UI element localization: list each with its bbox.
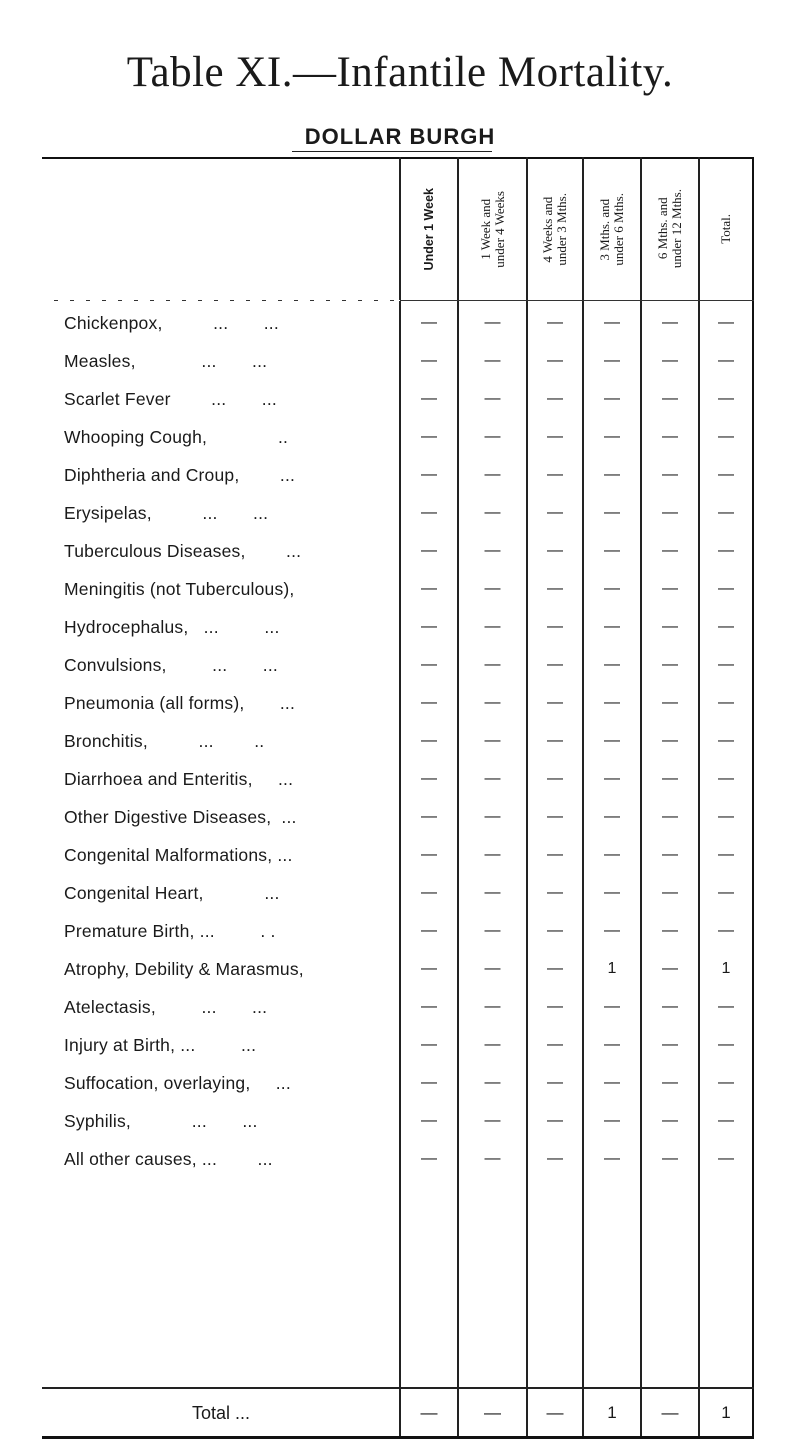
table-cell: —	[547, 352, 563, 369]
column-header-6-to-12-months: 6 Mths. and under 12 Mths.	[655, 189, 684, 269]
table-cell: —	[421, 846, 437, 863]
table-cell: —	[662, 466, 678, 483]
table-row	[42, 418, 754, 456]
table-cell: —	[421, 960, 437, 977]
table-cell: —	[604, 542, 620, 559]
table-row	[42, 304, 754, 342]
table-cell: —	[484, 1036, 501, 1053]
table-cell: —	[421, 656, 437, 673]
table-cell: —	[604, 390, 620, 407]
table-cell: —	[662, 960, 678, 977]
table-cell: —	[421, 314, 437, 331]
table-cell: —	[421, 922, 437, 939]
table-cell: —	[547, 466, 563, 483]
table-cell: —	[421, 390, 437, 407]
table-row	[42, 874, 754, 912]
cause-label: Whooping Cough, ..	[64, 427, 289, 447]
table-row	[42, 342, 754, 380]
cause-label: Suffocation, overlaying, ...	[64, 1073, 291, 1093]
column-header-under-1-week: Under 1 Week	[422, 187, 436, 271]
table-cell: —	[604, 1112, 620, 1129]
table-cell: —	[421, 732, 437, 749]
table-cell: —	[484, 542, 501, 559]
table-cell: —	[547, 656, 563, 673]
table-cell: —	[662, 1036, 678, 1053]
table-cell: —	[421, 1036, 437, 1053]
page-title: Table XI.—Infantile Mortality.	[126, 49, 674, 96]
table-cell: —	[547, 1150, 563, 1167]
table-cell: —	[547, 428, 563, 445]
total-cell: 1	[607, 1403, 617, 1422]
table-cell: —	[718, 1074, 734, 1091]
table-row	[42, 608, 754, 646]
table-row	[42, 722, 754, 760]
total-cell: —	[420, 1403, 438, 1422]
cause-label: Atelectasis, ... ...	[64, 997, 268, 1017]
cause-label: Pneumonia (all forms), ...	[64, 693, 296, 713]
cause-label: Measles, ... ...	[64, 351, 268, 371]
table-cell: —	[718, 998, 734, 1015]
table-cell: —	[604, 846, 620, 863]
cause-label: Other Digestive Diseases, ...	[64, 807, 297, 827]
table-cell: —	[662, 314, 678, 331]
table-cell: —	[421, 428, 437, 445]
table-cell: —	[484, 998, 501, 1015]
table-cell: —	[718, 580, 734, 597]
table-cell: —	[662, 846, 678, 863]
total-cell: —	[484, 1403, 501, 1422]
table-cell: —	[604, 504, 620, 521]
cause-label: Erysipelas, ... ...	[64, 503, 269, 523]
table-cell: —	[718, 656, 734, 673]
table-cell: —	[662, 504, 678, 521]
table-cell: —	[484, 922, 501, 939]
table-cell: —	[604, 1036, 620, 1053]
table-cell: —	[547, 390, 563, 407]
table-row	[42, 988, 754, 1026]
table-row	[42, 1102, 754, 1140]
table-cell: —	[718, 846, 734, 863]
table-cell: —	[662, 922, 678, 939]
table-cell: —	[604, 770, 620, 787]
cause-label: Injury at Birth, ... ...	[64, 1035, 257, 1055]
table-cell: —	[718, 390, 734, 407]
table-cell: —	[718, 1112, 734, 1129]
table-cell: —	[421, 466, 437, 483]
table-cell: —	[662, 732, 678, 749]
table-cell: —	[484, 960, 501, 977]
table-cell: —	[484, 428, 501, 445]
table-cell: —	[662, 694, 678, 711]
table-cell: —	[484, 694, 501, 711]
column-header-total: Total.	[718, 214, 733, 244]
cause-label: Scarlet Fever ... ...	[64, 389, 277, 409]
cause-label: Congenital Malformations, ...	[64, 845, 293, 865]
table-cell: —	[604, 314, 620, 331]
table-cell: —	[604, 352, 620, 369]
table-cell: —	[547, 314, 563, 331]
table-cell: —	[662, 618, 678, 635]
table-cell: —	[421, 352, 437, 369]
table-row	[42, 684, 754, 722]
table-cell: —	[421, 770, 437, 787]
table-cell: —	[718, 808, 734, 825]
table-cell: —	[421, 1074, 437, 1091]
table-cell: —	[547, 922, 563, 939]
table-cell: —	[484, 884, 501, 901]
cause-label: Diphtheria and Croup, ...	[64, 465, 296, 485]
table-cell: —	[718, 884, 734, 901]
table-cell: —	[547, 998, 563, 1015]
table-cell: —	[718, 732, 734, 749]
table-row	[42, 836, 754, 874]
column-header-1-to-4-weeks: 1 Week and under 4 Weeks	[477, 190, 507, 268]
table-cell: —	[604, 694, 620, 711]
table-row	[42, 950, 754, 988]
table-cell: —	[662, 770, 678, 787]
cause-label: Convulsions, ... ...	[64, 655, 278, 675]
table-row	[42, 570, 754, 608]
subtitle-underline	[292, 151, 492, 152]
table-cell: —	[662, 808, 678, 825]
table-cell: —	[718, 542, 734, 559]
table-cell: —	[547, 1074, 563, 1091]
table-cell: —	[421, 618, 437, 635]
table-row	[42, 760, 754, 798]
table-cell: —	[604, 922, 620, 939]
table-cell: —	[547, 884, 563, 901]
cause-label: Congenital Heart, ...	[64, 883, 280, 903]
table-row	[42, 798, 754, 836]
table-cell: —	[547, 694, 563, 711]
table-cell: —	[421, 1112, 437, 1129]
table-cell: —	[718, 314, 734, 331]
table-cell: —	[484, 1112, 501, 1129]
table-row	[42, 532, 754, 570]
table-cell: —	[662, 580, 678, 597]
table-cell: 1	[721, 960, 731, 977]
table-cell: —	[718, 770, 734, 787]
table-cell: —	[484, 618, 501, 635]
table-cell: —	[547, 808, 563, 825]
table-cell: 1	[607, 960, 617, 977]
table-row	[42, 1026, 754, 1064]
table-cell: —	[421, 884, 437, 901]
table-cell: —	[421, 542, 437, 559]
table-cell: —	[484, 466, 501, 483]
column-header-4-weeks-to-3-months: 4 Weeks and under 3 Mths.	[540, 192, 569, 266]
table-cell: —	[718, 922, 734, 939]
table-cell: —	[604, 1074, 620, 1091]
column-header-3-to-6-months: 3 Mths. and under 6 Mths.	[597, 192, 626, 266]
table-row	[42, 456, 754, 494]
table-cell: —	[547, 1036, 563, 1053]
table-row	[42, 1140, 754, 1178]
table-cell: —	[484, 1150, 501, 1167]
table-cell: —	[662, 1150, 678, 1167]
table-cell: —	[662, 656, 678, 673]
table-subtitle: DOLLAR BURGH	[304, 124, 496, 149]
table-cell: —	[604, 466, 620, 483]
cause-label: Bronchitis, ... ..	[64, 731, 265, 751]
table-cell: —	[662, 542, 678, 559]
table-cell: —	[547, 846, 563, 863]
table-cell: —	[604, 580, 620, 597]
table-cell: —	[604, 428, 620, 445]
table-cell: —	[718, 694, 734, 711]
table-cell: —	[484, 808, 501, 825]
table-cell: —	[547, 770, 563, 787]
table-cell: —	[604, 808, 620, 825]
table-cell: —	[662, 428, 678, 445]
cause-label: Diarrhoea and Enteritis, ...	[64, 769, 294, 789]
table-cell: —	[604, 998, 620, 1015]
table-cell: —	[547, 580, 563, 597]
table-cell: —	[484, 352, 501, 369]
table-cell: —	[718, 1036, 734, 1053]
table-cell: —	[421, 1150, 437, 1167]
table-cell: —	[662, 1074, 678, 1091]
cause-label: Premature Birth, ... . .	[64, 921, 276, 941]
table-cell: —	[484, 770, 501, 787]
cause-label: Hydrocephalus, ... ...	[64, 617, 280, 637]
table-cell: —	[604, 618, 620, 635]
table-row	[42, 1064, 754, 1102]
table-cell: —	[484, 846, 501, 863]
table-cell: —	[718, 618, 734, 635]
total-label: Total ...	[191, 1403, 251, 1423]
total-cell: —	[661, 1403, 679, 1422]
table-cell: —	[421, 504, 437, 521]
total-cell: 1	[721, 1403, 731, 1422]
table-cell: —	[484, 732, 501, 749]
table-cell: —	[547, 542, 563, 559]
table-cell: —	[547, 1112, 563, 1129]
table-cell: —	[484, 1074, 501, 1091]
table-cell: —	[718, 352, 734, 369]
table-cell: —	[604, 884, 620, 901]
table-cell: —	[718, 466, 734, 483]
mortality-table	[42, 157, 754, 1439]
table-cell: —	[604, 1150, 620, 1167]
total-cell: —	[546, 1403, 564, 1422]
cause-label: Atrophy, Debility & Marasmus,	[64, 959, 304, 979]
table-cell: —	[484, 504, 501, 521]
table-cell: —	[662, 884, 678, 901]
table-cell: —	[662, 352, 678, 369]
table-cell: —	[421, 808, 437, 825]
table-top-border	[42, 157, 754, 159]
cause-label: Tuberculous Diseases, ...	[64, 541, 302, 561]
table-cell: —	[484, 580, 501, 597]
table-row	[42, 494, 754, 532]
table-cell: —	[662, 998, 678, 1015]
table-cell: —	[547, 504, 563, 521]
table-row	[42, 646, 754, 684]
cause-label: Chickenpox, ... ...	[64, 313, 279, 333]
table-cell: —	[484, 314, 501, 331]
table-cell: —	[547, 618, 563, 635]
table-cell: —	[604, 656, 620, 673]
table-cell: —	[718, 428, 734, 445]
table-cell: —	[547, 960, 563, 977]
total-row	[42, 1389, 754, 1437]
cause-label: Syphilis, ... ...	[64, 1111, 258, 1131]
header-rule-dashes	[42, 300, 400, 301]
table-cell: —	[604, 732, 620, 749]
table-cell: —	[421, 580, 437, 597]
table-cell: —	[662, 1112, 678, 1129]
table-cell: —	[421, 998, 437, 1015]
table-cell: —	[421, 694, 437, 711]
cause-label: Meningitis (not Tuberculous),	[64, 579, 295, 599]
table-cell: —	[718, 1150, 734, 1167]
table-cell: —	[718, 504, 734, 521]
cause-label: All other causes, ... ...	[64, 1149, 273, 1169]
table-cell: —	[484, 390, 501, 407]
table-cell: —	[662, 390, 678, 407]
table-row	[42, 380, 754, 418]
table-row	[42, 912, 754, 950]
table-cell: —	[484, 656, 501, 673]
table-cell: —	[547, 732, 563, 749]
